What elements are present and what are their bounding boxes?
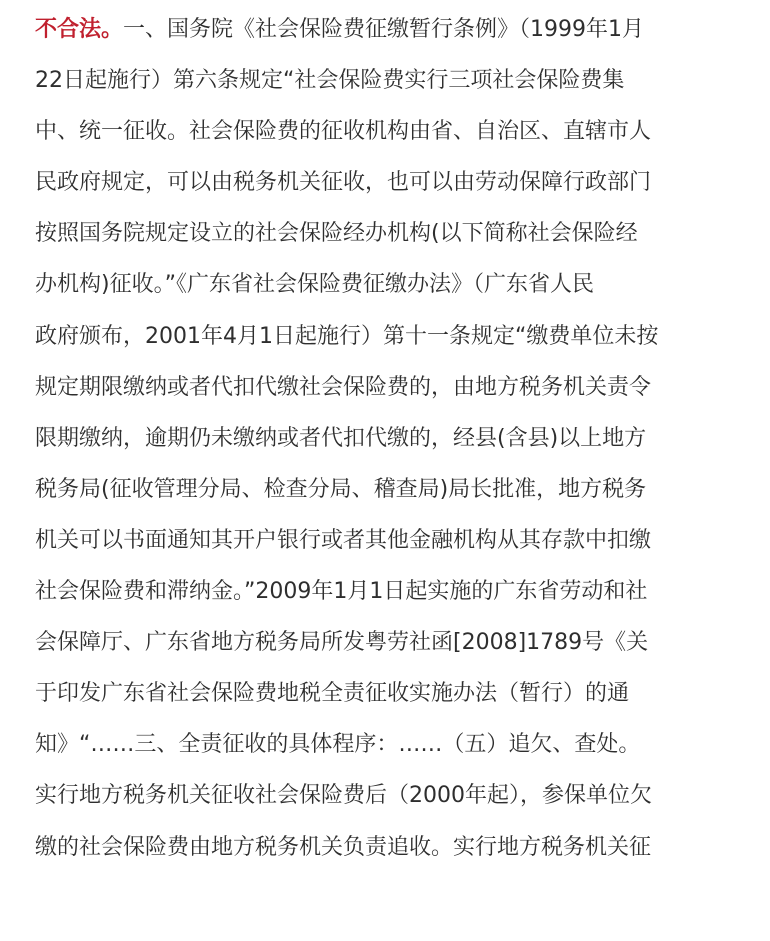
lead-phrase: 不合法。 bbox=[35, 17, 124, 42]
text-line: 22日起施行）第六条规定“社会保险费实行三项社会保险费集 bbox=[35, 68, 625, 94]
text-line: 中、统一征收。社会保险费的征收机构由省、自治区、直辖市人 bbox=[35, 119, 652, 145]
text-line: 规定期限缴纳或者代扣代缴社会保险费的，由地方税务机关责令 bbox=[35, 374, 652, 400]
text-line: 政府颁布，2001年4月1日起施行）第十一条规定“缴费单位未按 bbox=[35, 323, 659, 349]
text-line-content: 一、国务院《社会保险费征缴暂行条例》（1999年1月 bbox=[123, 17, 645, 42]
text-line: 于印发广东省社会保险费地税全责征收实施办法（暂行）的通 bbox=[35, 681, 630, 707]
text-line: 民政府规定，可以由税务机关征收，也可以由劳动保障行政部门 bbox=[35, 170, 652, 196]
text-line: 办机构)征收。”《广东省社会保险费征缴办法》（广东省人民 bbox=[35, 272, 594, 298]
text-line: 限期缴纳，逾期仍未缴纳或者代扣代缴的，经县(含县)以上地方 bbox=[35, 425, 647, 451]
text-line: 知》“……三、全责征收的具体程序：……（五）追欠、查处。 bbox=[35, 732, 641, 758]
text-line: 缴的社会保险费由地方税务机关负责追收。实行地方税务机关征 bbox=[35, 834, 652, 860]
text-line: 会保障厅、广东省地方税务局所发粤劳社函[2008]1789号《关 bbox=[35, 630, 649, 656]
text-line: 机关可以书面通知其开户银行或者其他金融机构从其存款中扣缴 bbox=[35, 527, 652, 553]
text-line: 社会保险费和滞纳金。”2009年1月1日起实施的广东省劳动和社 bbox=[35, 579, 648, 605]
text-line bbox=[35, 13, 770, 64]
text-line: 税务局(征收管理分局、检查分局、稽查局)局长批准，地方税务 bbox=[35, 476, 647, 502]
text-line: 实行地方税务机关征收社会保险费后（2000年起），参保单位欠 bbox=[35, 783, 652, 809]
text-line: 按照国务院规定设立的社会保险经办机构(以下简称社会保险经 bbox=[35, 221, 638, 247]
